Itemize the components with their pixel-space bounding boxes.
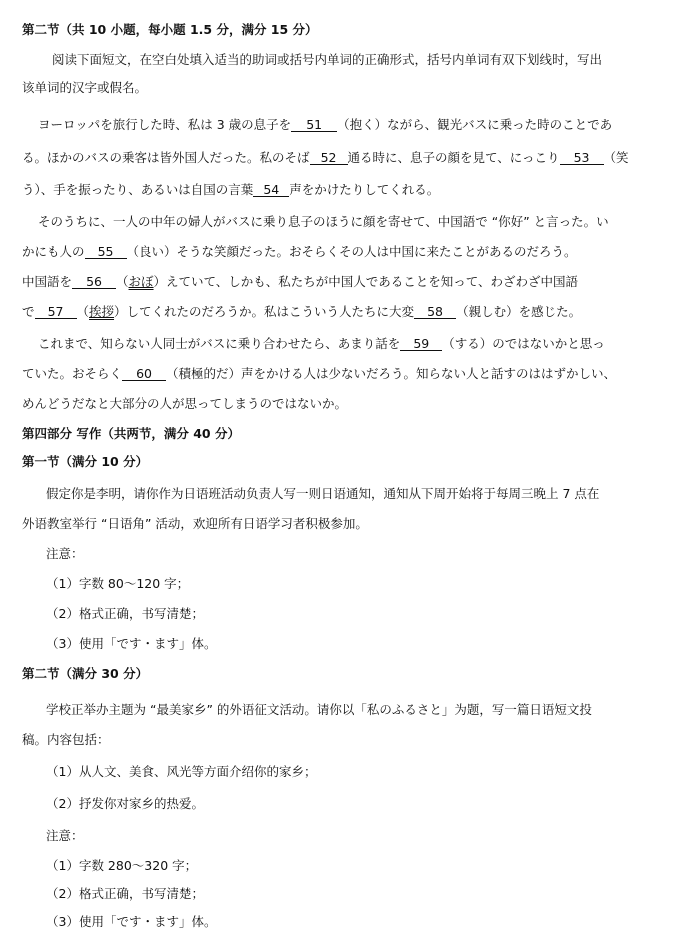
- passage-text: ）えていて、しかも、私たちが中国人であることを知って、わざわざ中国語: [153, 274, 579, 289]
- passage-text: で: [22, 304, 35, 319]
- part-title: 第四部分 写作（共两节，满分 40 分）: [22, 426, 240, 441]
- answer-blank-55: 55: [85, 245, 127, 259]
- note-item: （2）格式正确，书写清楚；: [46, 606, 204, 621]
- passage-line: [22, 272, 578, 290]
- passage-text: （親しむ）を感じた。: [456, 304, 582, 319]
- passage-text: （積極的だ）声をかける人は少ないだろう。知らない人と話すのははずかしい、: [166, 366, 617, 381]
- content-item: （1）从人文、美食、风光等方面介绍你的家乡；: [46, 764, 317, 779]
- passage-line: [22, 242, 577, 260]
- passage-line: [22, 148, 629, 166]
- instruction-line: 该单词的汉字或假名。: [22, 80, 148, 95]
- section-title: 第二节（满分 30 分）: [22, 666, 149, 681]
- instruction-line: 阅读下面短文，在空白处填入适当的助词或括号内单词的正确形式，括号内单词有双下划线时，写出: [52, 52, 603, 67]
- passage-text: ）してくれたのだろうか。私はこういう人たちに大変: [114, 304, 415, 319]
- answer-blank-59: 59: [400, 337, 442, 351]
- task-line: 假定你是李明，请你作为日语班活动负责人写一则日语通知，通知从下周开始将于每周三晚上 7 点在: [46, 486, 600, 501]
- answer-blank-56: 56: [72, 275, 116, 289]
- passage-text: 声をかけたりしてくれる。: [289, 182, 440, 197]
- answer-blank-52: 52: [310, 151, 348, 165]
- passage-text: （: [76, 304, 90, 319]
- note-item: （1）字数 280～320 字；: [46, 858, 198, 873]
- task-line: 稿。内容包括：: [22, 732, 110, 747]
- note-item: （3）使用「です・ます」体。: [46, 914, 217, 929]
- underlined-word: おぼ: [128, 274, 154, 289]
- passage-text: 中国語を: [22, 274, 73, 289]
- passage-text: かにも人の: [22, 244, 85, 259]
- task-line: 学校正举办主题为 “最美家乡” 的外语征文活动。请你以「私のふるさと」为题，写一篇日语短文投: [46, 702, 592, 717]
- passage-text: （: [116, 274, 129, 289]
- passage-text: う）、手を振ったり、あるいは自国の言葉: [22, 182, 254, 197]
- task-line: 外语教室举行 “日语角” 活动，欢迎所有日语学习者积极参加。: [22, 516, 368, 531]
- passage-text: ていた。おそらく: [22, 366, 123, 381]
- content-item: （2）抒发你对家乡的热爱。: [46, 796, 204, 811]
- answer-blank-54: 54: [253, 183, 289, 197]
- passage-line: [22, 180, 439, 198]
- passage-text: る。ほかのバスの乗客は皆外国人だった。私のそば: [22, 150, 310, 165]
- passage-text: 通る時に、息子の顔を見て、にっこり: [347, 150, 560, 165]
- note-label: 注意：: [46, 546, 84, 561]
- passage-line: めんどうだなと大部分の人が思ってしまうのではないか。: [22, 396, 348, 411]
- answer-blank-57: 57: [35, 305, 77, 319]
- passage-line: そのうちに、一人の中年の婦人がバスに乗り息子のほうに顔を寄せて、中国語で “你好” と言った。い: [38, 214, 609, 229]
- passage-text: （抱く）ながら、観光バスに乗った時のことであ: [337, 117, 613, 132]
- answer-blank-51: 51: [291, 118, 337, 132]
- passage-text: （笑: [603, 150, 629, 165]
- passage-text: ヨーロッパを旅行した時、私は 3 歳の息子を: [38, 117, 292, 132]
- underlined-word: 挨拶: [89, 304, 115, 319]
- note-label: 注意：: [46, 828, 84, 843]
- answer-blank-58: 58: [414, 305, 456, 319]
- passage-text: （良い）そうな笑顔だった。おそらくその人は中国に来たことがあるのだろう。: [126, 244, 577, 259]
- note-item: （1）字数 80～120 字；: [46, 576, 190, 591]
- passage-text: （する）のではないかと思っ: [442, 336, 605, 351]
- passage-line: [38, 334, 605, 352]
- passage-line: [38, 115, 612, 133]
- passage-line: [22, 364, 616, 382]
- passage-line: [22, 302, 581, 320]
- passage-text: これまで、知らない人同士がバスに乗り合わせたら、あまり話を: [38, 336, 401, 351]
- answer-blank-60: 60: [122, 367, 166, 381]
- answer-blank-53: 53: [560, 151, 604, 165]
- section-title: 第二节（共 10 小题，每小题 1.5 分，满分 15 分）: [22, 22, 318, 37]
- note-item: （3）使用「です・ます」体。: [46, 636, 217, 651]
- note-item: （2）格式正确，书写清楚；: [46, 886, 204, 901]
- section-title: 第一节（满分 10 分）: [22, 454, 149, 469]
